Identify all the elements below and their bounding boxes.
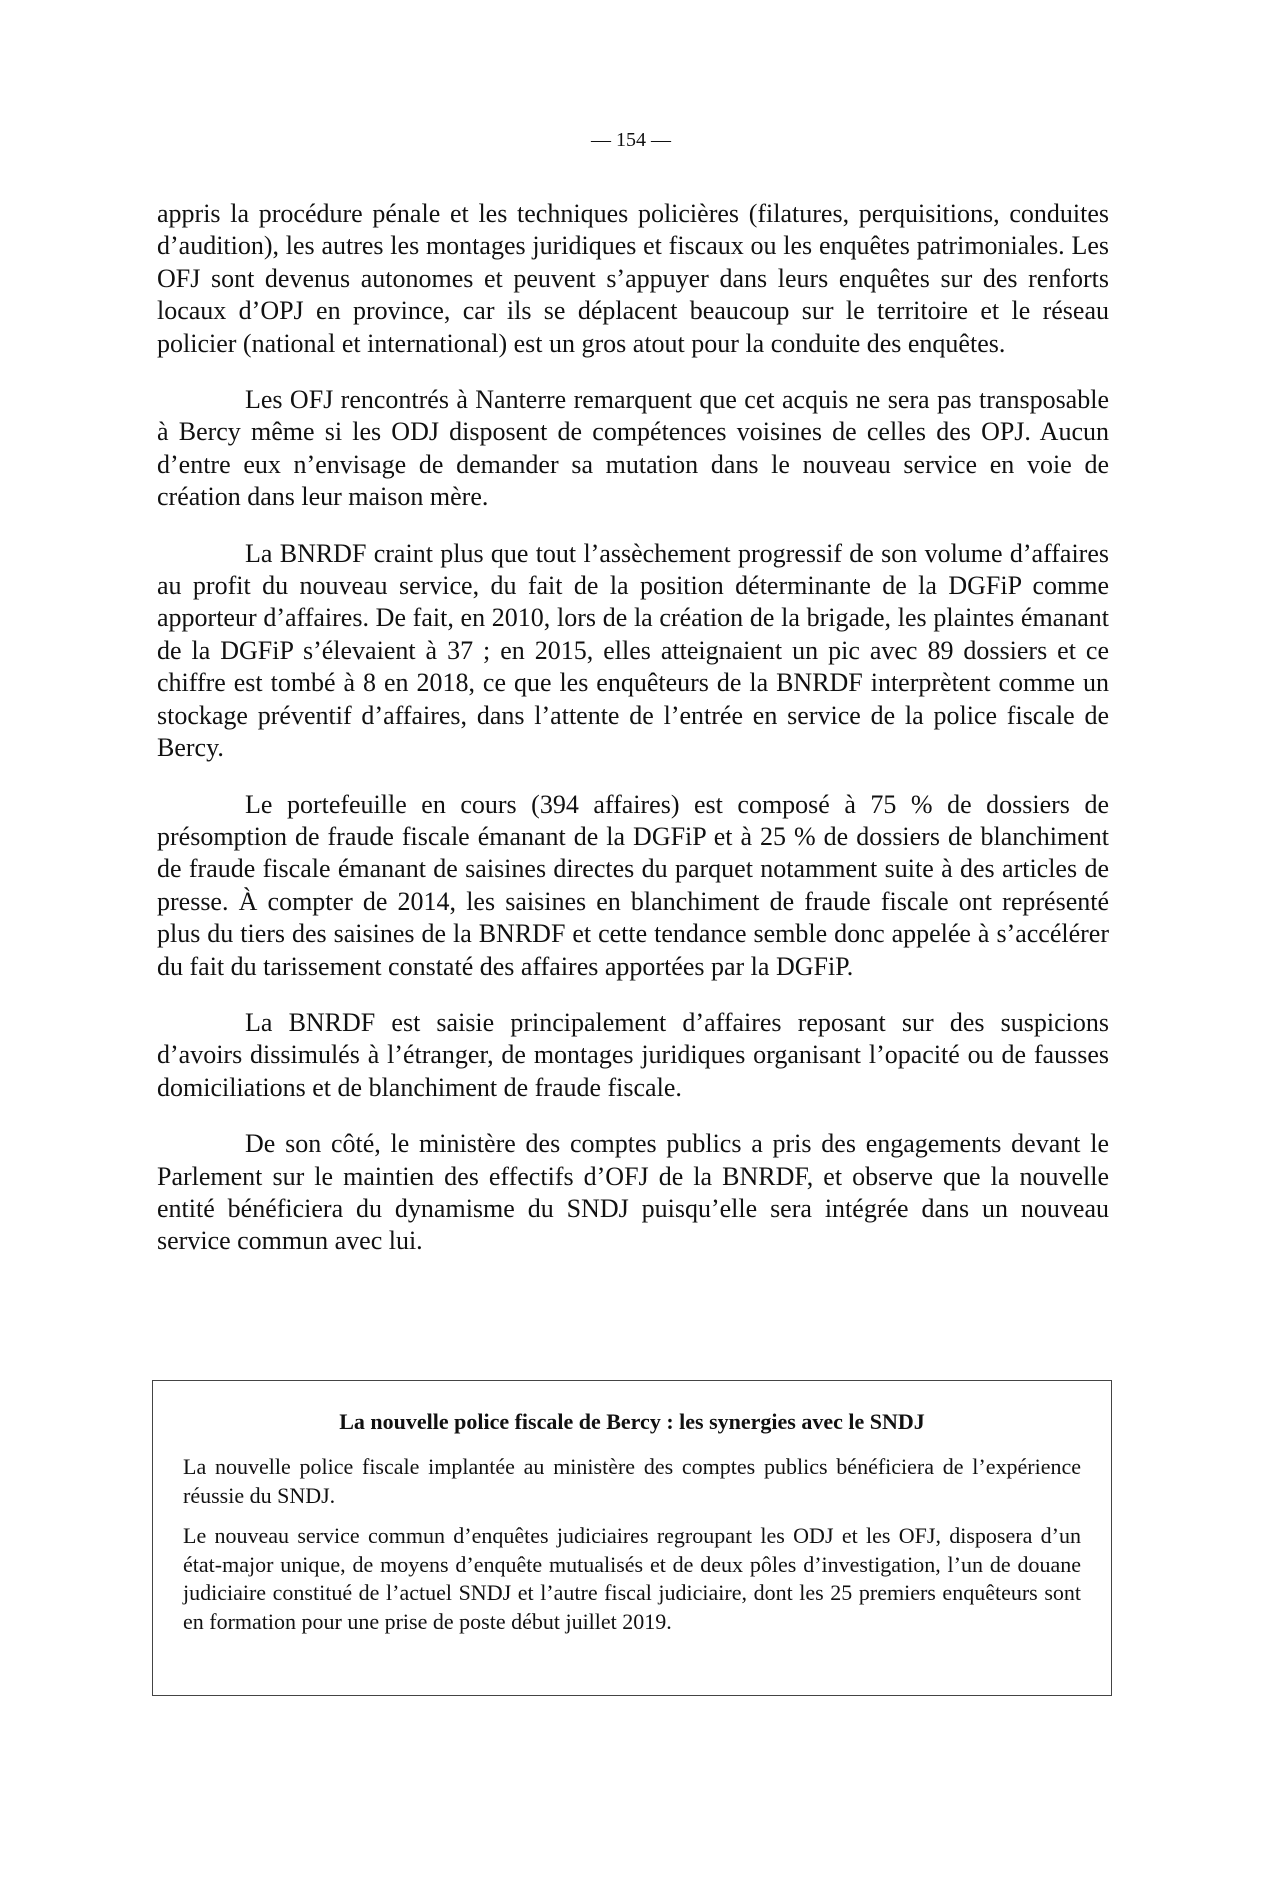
paragraph: Les OFJ rencontrés à Nanterre remarquent que cet acquis ne sera pas transposable à Bercy même si les ODJ disposent de compétences voisines de celles des OPJ. Aucun d’entre eux n’envisage de demander sa mutation dans le nouveau service en voie de création dans leur maison mère.: [157, 385, 1109, 512]
paragraph: De son côté, le ministère des comptes publics a pris des engagements devant le Parlement sur le maintien des effectifs d’OFJ de la BNRDF, et observe que la nouvelle entité bénéficiera du dynamisme du SNDJ puisqu’elle sera intégrée dans un nouveau service commun avec lui.: [157, 1129, 1109, 1256]
paragraph: La BNRDF est saisie principalement d’affaires reposant sur des suspicions d’avoirs dissimulés à l’étranger, de montages juridiques organisant l’opacité ou de fausses domiciliations et de blanchiment de fraude fiscale.: [157, 1007, 1109, 1102]
page-number: — 154 —: [591, 129, 671, 151]
info-box-paragraph: Le nouveau service commun d’enquêtes judiciaires regroupant les ODJ et les OFJ, disposera d’un état-major unique, de moyens d’enquête mutualisés et de deux pôles d’investigation, l’un de douane judiciaire constitué de l’actuel SNDJ et l’autre fiscal judiciaire, dont les 25 premiers enquêteurs sont en formation pour une prise de poste début juillet 2019.: [183, 1523, 1081, 1634]
info-box-paragraph: La nouvelle police fiscale implantée au ministère des comptes publics bénéficiera de l’expérience réussie du SNDJ.: [183, 1454, 1081, 1508]
info-box: [152, 1380, 1112, 1696]
paragraph: Le portefeuille en cours (394 affaires) est composé à 75 % de dossiers de présomption de fraude fiscale émanant de la DGFiP et à 25 % de dossiers de blanchiment de fraude fiscale émanant de saisines directes du parquet notamment suite à des articles de presse. À compter de 2014, les saisines en blanchiment de fraude fiscale ont représenté plus du tiers des saisines de la BNRDF et cette tendance semble donc appelée à s’accélérer du fait du tarissement constaté des affaires apportées par la DGFiP.: [157, 789, 1109, 981]
paragraph: La BNRDF craint plus que tout l’assèchement progressif de son volume d’affaires au profit du nouveau service, du fait de la position déterminante de la DGFiP comme apporteur d’affaires. De fait, en 2010, lors de la création de la brigade, les plaintes émanant de la DGFiP s’élevaient à 37 ; en 2015, elles atteignaient un pic avec 89 dossiers et ce chiffre est tombé à 8 en 2018, ce que les enquêteurs de la BNRDF interprètent comme un stockage préventif d’affaires, dans l’attente de l’entrée en service de la police fiscale de Bercy.: [157, 538, 1109, 763]
paragraph: appris la procédure pénale et les techniques policières (filatures, perquisitions, conduites d’audition), les autres les montages juridiques et fiscaux ou les enquêtes patrimoniales. Les OFJ sont devenus autonomes et peuvent s’appuyer dans leurs enquêtes sur des renforts locaux d’OPJ en province, car ils se déplacent beaucoup sur le territoire et le réseau policier (national et international) est un gros atout pour la conduite des enquêtes.: [157, 199, 1109, 358]
info-box-title: La nouvelle police fiscale de Bercy : les synergies avec le SNDJ: [339, 1409, 925, 1434]
body-text: [157, 198, 1109, 1282]
